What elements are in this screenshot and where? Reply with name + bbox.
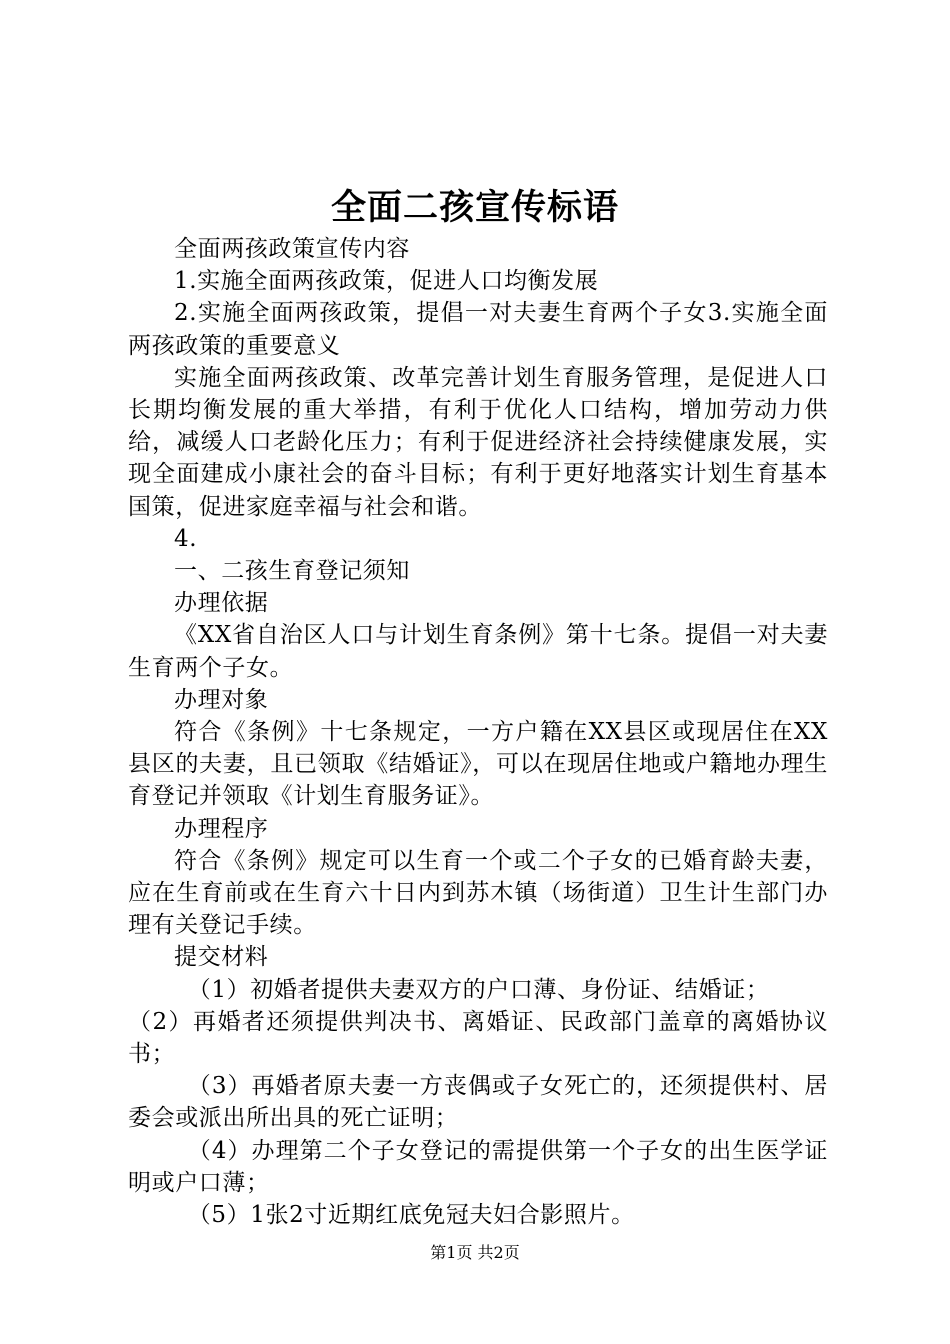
page-footer: 第1页 共2页: [430, 1243, 520, 1262]
paragraph: 全面两孩政策宣传内容: [174, 236, 410, 262]
paragraph: 符合《条例》规定可以生育一个或二个子女的已婚育龄夫妻，应在生育前或在生育六十日内到苏木镇（场街道）卫生计生部门办理有关登记手续。: [128, 847, 828, 939]
paragraph: 符合《条例》十七条规定，一方户籍在XX县区或现居住在XX县区的夫妻，且已领取《结婚证》，可以在现居住地或户籍地办理生育登记并领取《计划生育服务证》。: [128, 719, 828, 810]
list-item: （5）1张2寸近期红底免冠夫妇合影照片。: [187, 1202, 635, 1229]
list-item: （1）初婚者提供夫妻双方的户口薄、身份证、结婚证；: [187, 976, 770, 1003]
sub-heading: 办理对象: [174, 686, 269, 713]
sub-heading: 办理依据: [174, 590, 269, 617]
paragraph: 1.实施全面两孩政策，促进人口均衡发展: [174, 268, 599, 295]
paragraph: 《XX省自治区人口与计划生育条例》第十七条。提倡一对夫妻生育两个子女。: [128, 622, 828, 681]
document-body: [128, 233, 828, 1231]
paragraph: 4.: [174, 525, 198, 552]
paragraph: 2.实施全面两孩政策，提倡一对夫妻生育两个子女3.实施全面两孩政策的重要意义: [128, 300, 828, 359]
sub-heading: 办理程序: [174, 815, 269, 842]
list-item: （2）再婚者还须提供判决书、离婚证、民政部门盖章的离婚协议书；: [128, 1008, 828, 1068]
document-title: 全面二孩宣传标语: [330, 187, 619, 228]
sub-heading: 提交材料: [174, 944, 269, 971]
paragraph: 实施全面两孩政策、改革完善计划生育服务管理，是促进人口长期均衡发展的重大举措，有利于优化人口结构，增加劳动力供给，减缓人口老龄化压力；有利于促进经济社会持续健康发展，实现全面建成小康社会的奋斗目标；有利于更好地落实计划生育基本国策，促进家庭幸福与社会和谐。: [128, 364, 828, 520]
list-item: （3）再婚者原夫妻一方丧偶或子女死亡的，还须提供村、居委会或派出所出具的死亡证明；: [128, 1073, 828, 1132]
list-item: （4）办理第二个子女登记的需提供第一个子女的出生医学证明或户口薄；: [128, 1137, 828, 1196]
section-heading: 一、二孩生育登记须知: [174, 558, 410, 585]
